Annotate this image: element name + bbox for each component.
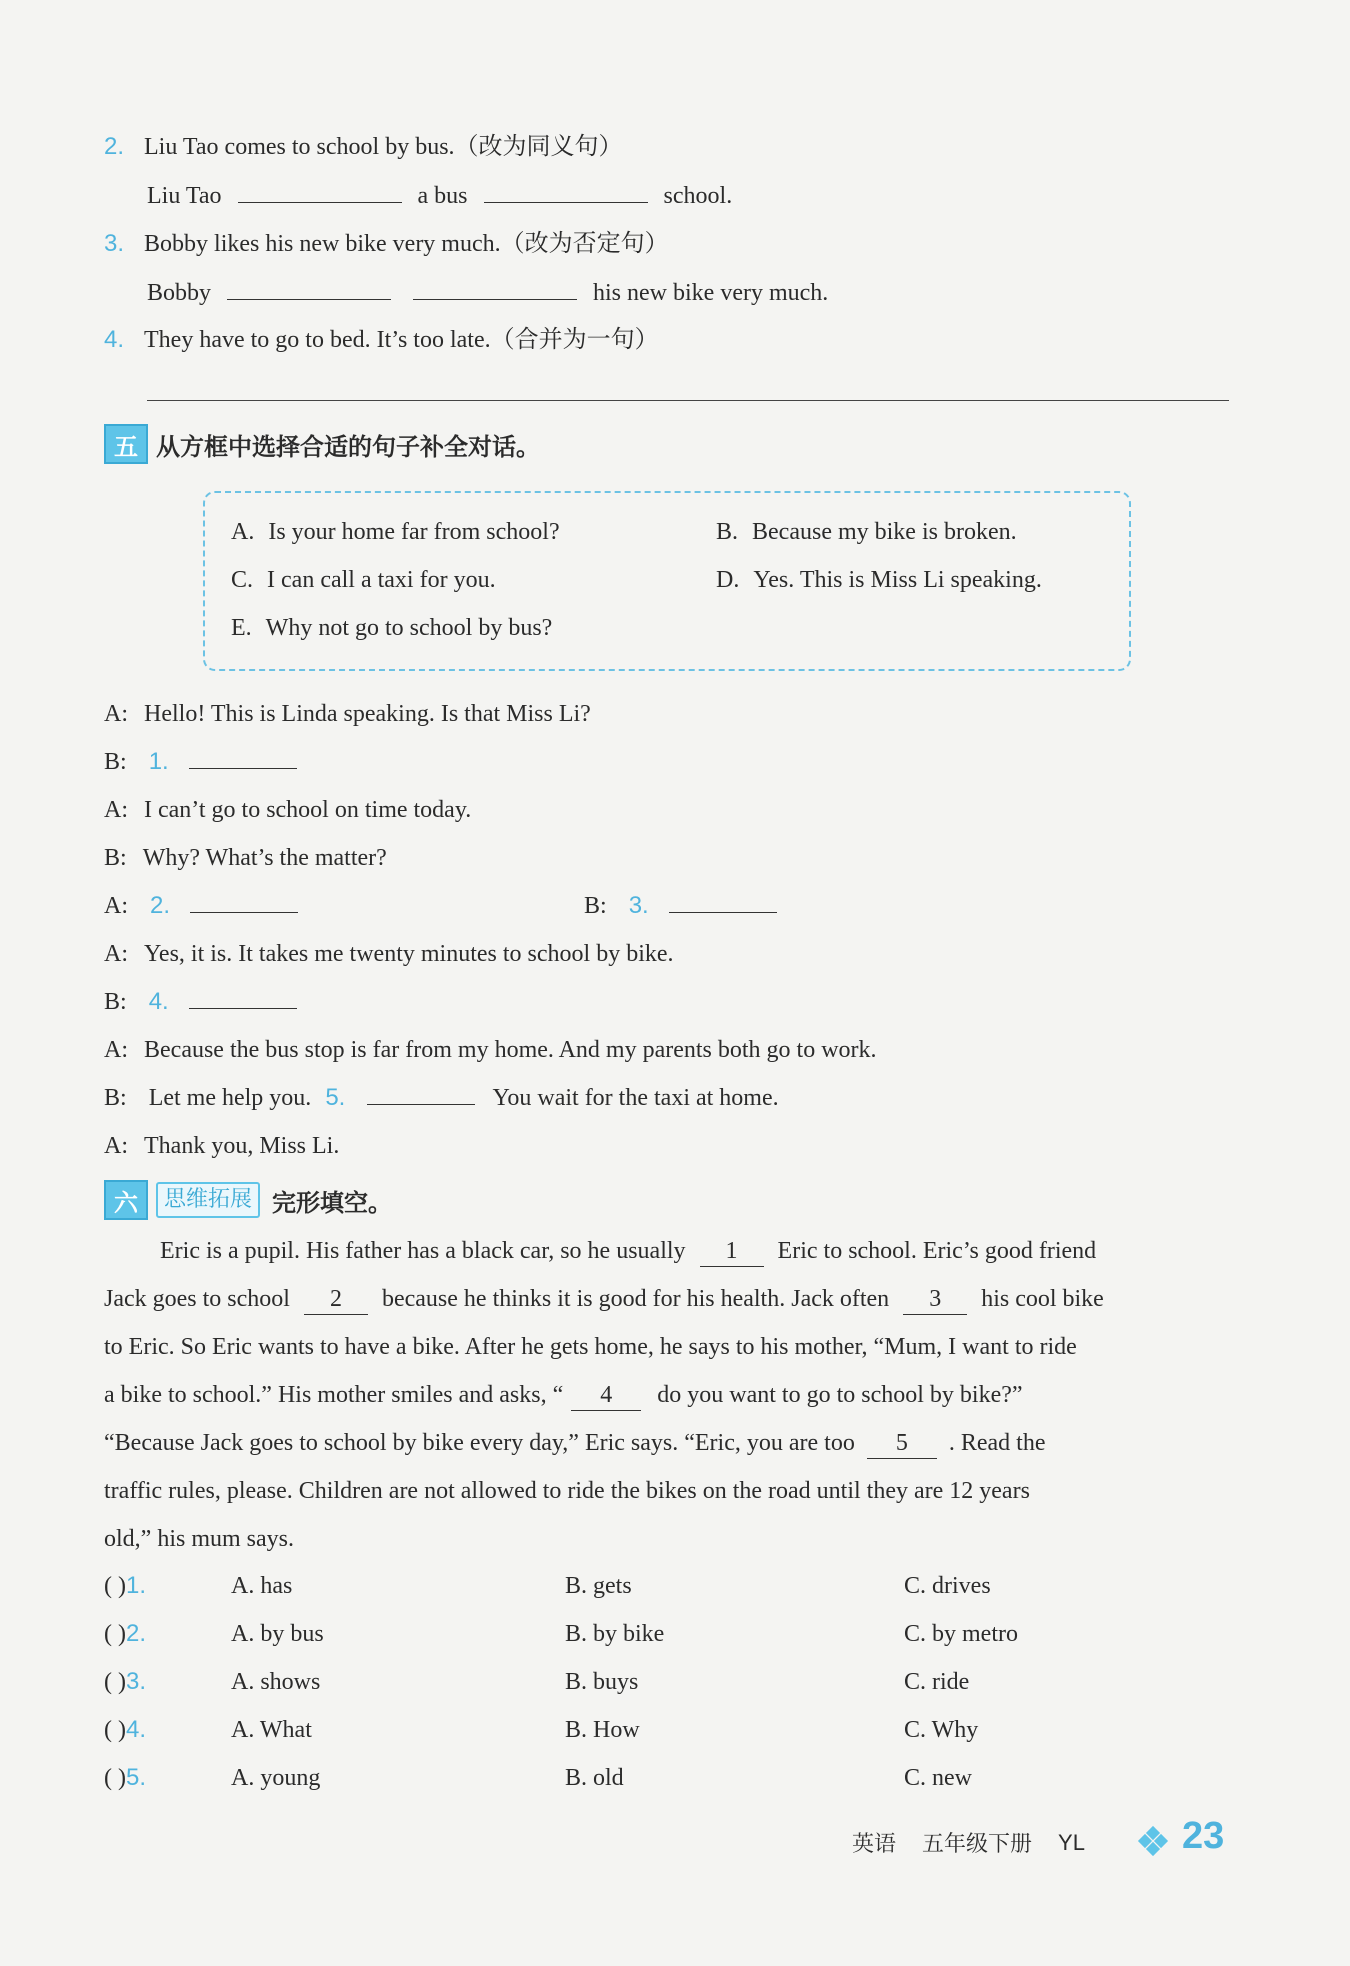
section-tag: 思维拓展 (156, 1182, 260, 1218)
dialogue-line: B: 1. (104, 747, 297, 777)
choice-c: C. ride (904, 1669, 970, 1695)
answer-paren[interactable]: ( ) (104, 1621, 126, 1647)
item-number: 2. (104, 133, 125, 160)
answer-blank[interactable] (484, 202, 648, 203)
cloze-blank[interactable]: 3 (903, 1284, 967, 1315)
choice-a: A. young (231, 1765, 321, 1791)
item-2 (104, 132, 623, 162)
dialogue-line: A: Because the bus stop is far from my home. And my parents both go to work. (104, 1037, 877, 1063)
answer-text: Liu Tao (147, 183, 222, 209)
item-4 (104, 325, 659, 355)
answer-blank[interactable] (227, 299, 391, 300)
choice-a: A. has (231, 1573, 293, 1599)
cloze-blank[interactable]: 1 (700, 1236, 764, 1267)
passage-line: Eric is a pupil. His father has a black car, so he usually 1 Eric to school. Eric’s good friend (160, 1236, 1096, 1267)
question-row: ( )4. (104, 1716, 146, 1743)
passage-line: a bike to school.” His mother smiles and asks, “ 4 do you want to go to school by bike?” (104, 1380, 1023, 1411)
section-badge: 五 (104, 424, 148, 464)
option-b: B. Because my bike is broken. (716, 519, 1017, 545)
item-3-answer-line (147, 278, 828, 308)
option-d: D. Yes. This is Miss Li speaking. (716, 567, 1042, 593)
choice-b: B. old (565, 1765, 624, 1791)
diamond-icon (1140, 1828, 1166, 1854)
cloze-blank[interactable]: 2 (304, 1284, 368, 1315)
answer-text: Bobby (147, 280, 212, 306)
choice-c: C. new (904, 1765, 972, 1791)
item-3 (104, 229, 669, 259)
footer-grade: 五年级下册 (922, 1832, 1033, 1857)
question-row: ( )3. (104, 1668, 146, 1695)
choice-b: B. by bike (565, 1621, 665, 1647)
choice-a: A. by bus (231, 1621, 324, 1647)
passage-line: to Eric. So Eric wants to have a bike. After he gets home, he says to his mother, “Mum, I want to ride (104, 1334, 1077, 1360)
dialogue-line: B: 3. (584, 891, 777, 921)
answer-paren[interactable]: ( ) (104, 1669, 126, 1695)
page-footer (852, 1827, 1085, 1858)
option-e: E. Why not go to school by bus? (231, 615, 553, 641)
dialogue-line: A: I can’t go to school on time today. (104, 797, 472, 823)
question-row: ( )2. (104, 1620, 146, 1647)
question-row: ( )1. (104, 1572, 146, 1599)
question-row: ( )5. (104, 1764, 146, 1791)
item-2-answer-line (147, 181, 732, 211)
answer-text: school. (663, 183, 733, 209)
passage-line: Jack goes to school 2 because he thinks it is good for his health. Jack often 3 his cool bike (104, 1284, 1104, 1315)
choice-a: A. What (231, 1717, 312, 1743)
section-title: 完形填空。 (272, 1188, 393, 1217)
passage-line: old,” his mum says. (104, 1526, 294, 1552)
answer-blank[interactable] (367, 1104, 475, 1105)
dialogue-line: A: 2. (104, 891, 298, 921)
section-6-header (104, 1180, 392, 1220)
item-text: Liu Tao comes to school by bus.（改为同义句） (144, 134, 623, 160)
item-text: They have to go to bed. It’s too late.（合并为一句） (144, 327, 659, 353)
choice-b: B. gets (565, 1573, 632, 1599)
answer-blank[interactable] (669, 912, 777, 913)
choice-c: C. Why (904, 1717, 979, 1743)
section-badge: 六 (104, 1180, 148, 1220)
choice-c: C. drives (904, 1573, 991, 1599)
answer-blank[interactable] (190, 912, 298, 913)
page-number: 23 (1182, 1815, 1225, 1857)
passage-line: “Because Jack goes to school by bike every day,” Eric says. “Eric, you are too 5 . Read the (104, 1428, 1045, 1459)
dialogue-line: B: 4. (104, 987, 297, 1017)
choice-b: B. buys (565, 1669, 639, 1695)
cloze-blank[interactable]: 4 (571, 1380, 641, 1411)
answer-blank[interactable] (189, 1008, 297, 1009)
answer-text: his new bike very much. (593, 280, 829, 306)
item-number: 3. (104, 230, 125, 257)
dialogue-line: A: Yes, it is. It takes me twenty minutes to school by bike. (104, 941, 674, 967)
dialogue-line: B: Let me help you. 5. You wait for the taxi at home. (104, 1084, 779, 1111)
cloze-blank[interactable]: 5 (867, 1428, 937, 1459)
answer-blank[interactable] (413, 299, 577, 300)
answer-text: a bus (417, 183, 468, 209)
item-number: 4. (104, 326, 125, 353)
footer-subject: 英语 (852, 1832, 897, 1857)
footer-edition: YL (1058, 1829, 1085, 1855)
choice-c: C. by metro (904, 1621, 1018, 1647)
item-text: Bobby likes his new bike very much.（改为否定句） (144, 231, 669, 257)
choice-a: A. shows (231, 1669, 321, 1695)
answer-paren[interactable]: ( ) (104, 1765, 126, 1791)
dialogue-line: A: Hello! This is Linda speaking. Is that Miss Li? (104, 701, 591, 727)
answer-blank[interactable] (238, 202, 402, 203)
answer-blank[interactable] (189, 768, 297, 769)
dialogue-line: B: Why? What’s the matter? (104, 845, 387, 871)
option-a: A. Is your home far from school? (231, 519, 560, 545)
choice-b: B. How (565, 1717, 640, 1743)
answer-line[interactable] (147, 400, 1229, 401)
answer-paren[interactable]: ( ) (104, 1717, 126, 1743)
dialogue-line: A: Thank you, Miss Li. (104, 1133, 340, 1159)
option-c: C. I can call a taxi for you. (231, 567, 496, 593)
passage-line: traffic rules, please. Children are not allowed to ride the bikes on the road until they are 12 years (104, 1478, 1030, 1504)
answer-paren[interactable]: ( ) (104, 1573, 126, 1599)
section-5-header (104, 424, 540, 464)
section-title: 从方框中选择合适的句子补全对话。 (156, 432, 540, 461)
